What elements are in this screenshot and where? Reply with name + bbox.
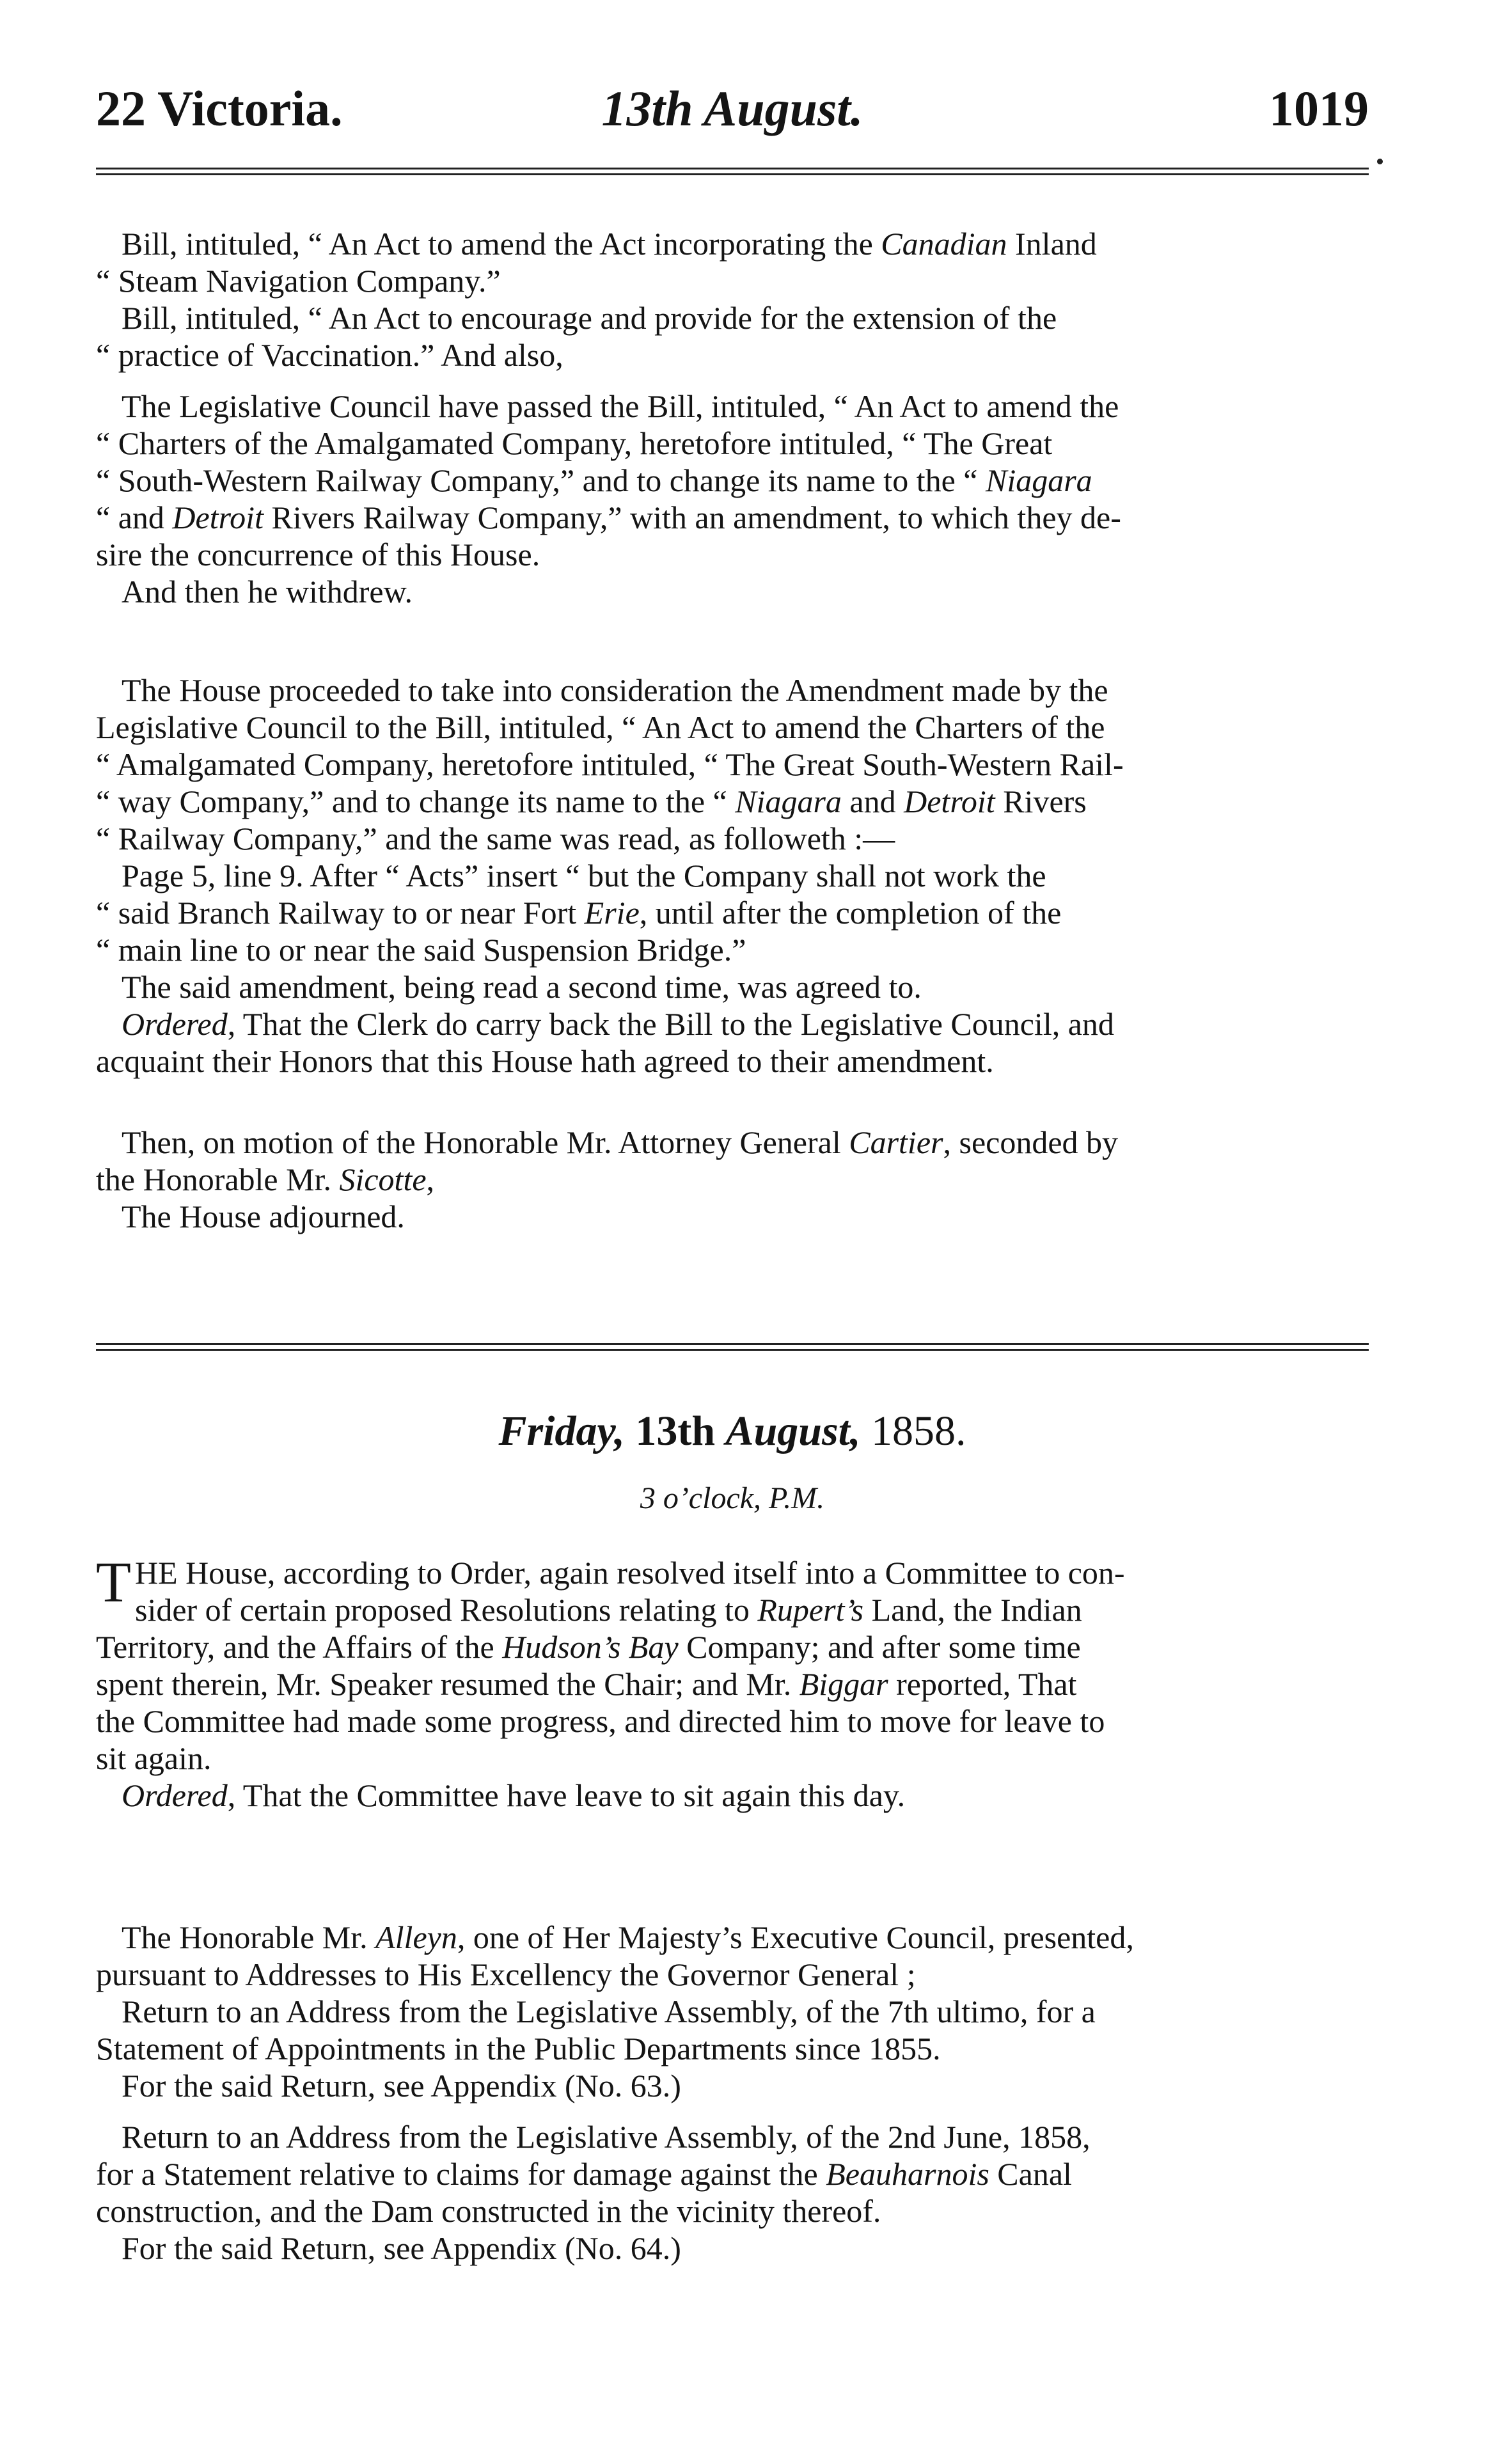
committee-report: THE House, according to Order, again resolved itself into a Committee to con- sider of certain proposed Resolutions relating to Rupert’s Land, the Indian Territory, and the Affairs of the Hudson’s Bay Company; and after some time spent therein, Mr. Speaker resumed the Chair; and Mr. Biggar reported, That the Committee had made some progress, and directed him to move for leave to sit again.: [96, 1551, 1125, 1776]
header-date: 13th August.: [601, 81, 863, 136]
order-committee: Ordered, That the Committee have leave to sit again this day.: [122, 1777, 906, 1813]
header-page-number: 1019: [1269, 81, 1369, 136]
header-double-rule: [96, 168, 1369, 175]
amendment-text: Page 5, line 9. After “ Acts” insert “ but the Company shall not work the “ said Branch Railway to or near Fort Erie, until after the completion of the “ main line to or near the said Suspension Bridge.”: [96, 858, 1062, 968]
return-appointments: Return to an Address from the Legislative Assembly, of the 7th ultimo, for a Statement of Appointments in the Public Departments since 1855.: [96, 1994, 1096, 2066]
section-double-rule: [96, 1343, 1369, 1351]
section-messages: [96, 225, 1350, 610]
amendment-consideration: The House proceeded to take into consideration the Amendment made by the Legislative Council to the Bill, intituled, “ An Act to amend the Charters of the “ Amalgamated Company, heretofore intituled, “ The Great South-Western Rail- “ way Company,” and to change its name to the “ Niagara and Detroit Rivers “ Railway Company,” and the same was read, as followeth :—: [96, 672, 1124, 856]
house-adjourned: The House adjourned.: [122, 1199, 405, 1234]
appendix-63: For the said Return, see Appendix (No. 63.): [122, 2068, 681, 2104]
journal-page: [96, 0, 1369, 2463]
amendment-agreed: The said amendment, being read a second time, was agreed to.: [122, 969, 922, 1005]
return-beauharnois: Return to an Address from the Legislative Assembly, of the 2nd June, 1858, for a Statement relative to claims for damage against the Beauharnois Canal construction, and the Dam constructed in the vicinity thereof.: [96, 2119, 1091, 2229]
section-amendment: [96, 672, 1350, 1080]
bill-canadian-inland: Bill, intituled, “ An Act to amend the Act incorporating the Canadian Inland “ Steam Navigation Company.”: [96, 226, 1097, 299]
legislative-council-message: The Legislative Council have passed the Bill, intituled, “ An Act to amend the “ Charters of the Amalgamated Company, heretofore intituled, “ The Great “ South-Western Railway Company,” and to change its name to the “ Niagara “ and Detroit Rivers Railway Company,” with an amendment, to which they de- sire the concurrence of this House.: [96, 388, 1121, 572]
bill-vaccination: Bill, intituled, “ An Act to encourage and provide for the extension of the “ practice of Vaccination.” And also,: [96, 300, 1057, 373]
messenger-withdrew: And then he withdrew.: [122, 574, 413, 610]
adjournment-motion: Then, on motion of the Honorable Mr. Attorney General Cartier, seconded by the Honorable Mr. Sicotte,: [96, 1124, 1119, 1197]
drop-cap: T: [96, 1551, 131, 1614]
section-adjournment: [96, 1124, 1350, 1235]
header-session: 22 Victoria.: [96, 81, 343, 136]
page-header: [96, 80, 1369, 150]
sitting-time: 3 o’clock, P.M.: [640, 1481, 825, 1515]
appendix-64: For the said Return, see Appendix (No. 64.): [122, 2230, 681, 2266]
sitting-date-title: Friday, 13th August, 1858.: [498, 1408, 966, 1454]
alleyn-presented: The Honorable Mr. Alleyn, one of Her Majesty’s Executive Council, presented, pursuant to Addresses to His Excellency the Governor General ;: [96, 1919, 1134, 1992]
section-committee: [96, 1551, 1350, 1814]
section-returns: [96, 1919, 1350, 2267]
ink-dot: [1377, 159, 1383, 164]
order-clerk: Ordered, That the Clerk do carry back the Bill to the Legislative Council, and acquaint their Honors that this House hath agreed to their amendment.: [96, 1006, 1114, 1079]
